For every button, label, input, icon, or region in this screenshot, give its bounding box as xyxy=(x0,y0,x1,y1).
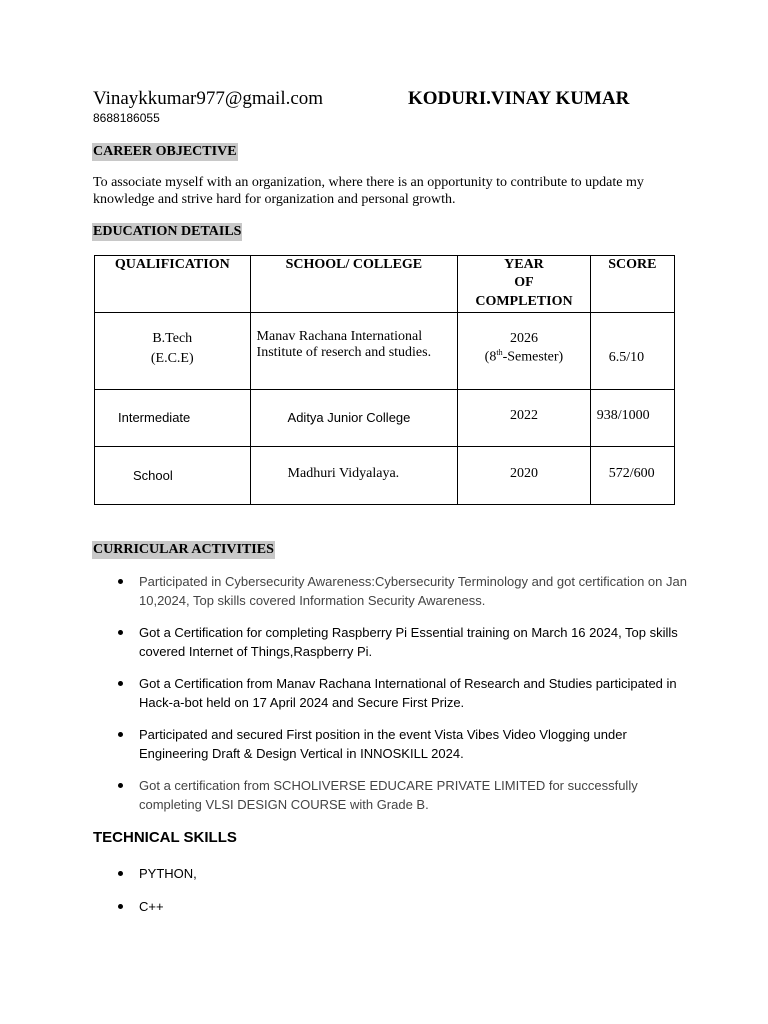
list-item: PYTHON, xyxy=(93,864,393,883)
technical-skills-list xyxy=(93,864,393,929)
table-row xyxy=(95,390,675,447)
bullet-icon xyxy=(118,871,123,876)
cell-school: Manav Rachana International Institute of reserch and studies. xyxy=(250,313,458,390)
table-row xyxy=(95,447,675,505)
cell-score: 572/600 xyxy=(590,447,674,505)
bullet-icon xyxy=(118,681,123,686)
list-item: Participated and secured First position in the event Vista Vibes Video Vlogging under Engineering Draft & Design Vertical in INNOSKILL 2024. xyxy=(93,725,693,763)
education-table xyxy=(94,255,675,505)
cell-school: Aditya Junior College xyxy=(250,390,458,447)
bullet-icon xyxy=(118,579,123,584)
list-item: Got a Certification for completing Raspberry Pi Essential training on March 16 2024, Top skills covered Internet of Things,Raspberry Pi. xyxy=(93,623,693,661)
cell-score: 938/1000 xyxy=(590,390,674,447)
cell-qualification: B.Tech (E.C.E) xyxy=(95,313,251,390)
curricular-list xyxy=(93,572,693,827)
list-item: Got a Certification from Manav Rachana International of Research and Studies participated in Hack-a-bot held on 17 April 2024 and Secure First Prize. xyxy=(93,674,693,712)
cell-score: 6.5/10 xyxy=(590,313,674,390)
list-item: Participated in Cybersecurity Awareness:Cybersecurity Terminology and got certification on Jan 10,2024, Top skills covered Information Security Awareness. xyxy=(93,572,693,610)
career-objective-heading: CAREER OBJECTIVE xyxy=(93,144,237,159)
technical-skills-heading: TECHNICAL SKILLS xyxy=(93,829,237,846)
bullet-icon xyxy=(118,904,123,909)
table-row xyxy=(95,313,675,390)
cell-year: 2026 (8th-Semester) xyxy=(458,313,590,390)
cell-year: 2022 xyxy=(458,390,590,447)
cell-qualification: School xyxy=(95,447,251,505)
list-item: C++ xyxy=(93,897,393,916)
header-email: Vinaykkumar977@gmail.com xyxy=(93,88,324,109)
cell-year: 2020 xyxy=(458,447,590,505)
header-phone: 8688186055 xyxy=(93,111,160,125)
cell-school: Madhuri Vidyalaya. xyxy=(250,447,458,505)
bullet-icon xyxy=(118,630,123,635)
header-score: SCORE xyxy=(590,256,674,313)
education-heading: EDUCATION DETAILS xyxy=(93,224,242,239)
curricular-heading: CURRICULAR ACTIVITIES xyxy=(93,542,274,557)
cell-qualification: Intermediate xyxy=(95,390,251,447)
bullet-icon xyxy=(118,783,123,788)
header-school: SCHOOL/ COLLEGE xyxy=(250,256,458,313)
header-name: KODURI.VINAY KUMAR xyxy=(408,88,630,109)
career-objective-text: To associate myself with an organization, where there is an opportunity to contribute to update my knowledge and strive hard for organization and personal growth. xyxy=(93,175,644,207)
header-qualification: QUALIFICATION xyxy=(95,256,251,313)
table-header-row xyxy=(95,256,675,313)
bullet-icon xyxy=(118,732,123,737)
list-item: Got a certification from SCHOLIVERSE EDUCARE PRIVATE LIMITED for successfully completing VLSI DESIGN COURSE with Grade B. xyxy=(93,776,693,814)
header-year: YEAR OF COMPLETION xyxy=(458,256,590,313)
